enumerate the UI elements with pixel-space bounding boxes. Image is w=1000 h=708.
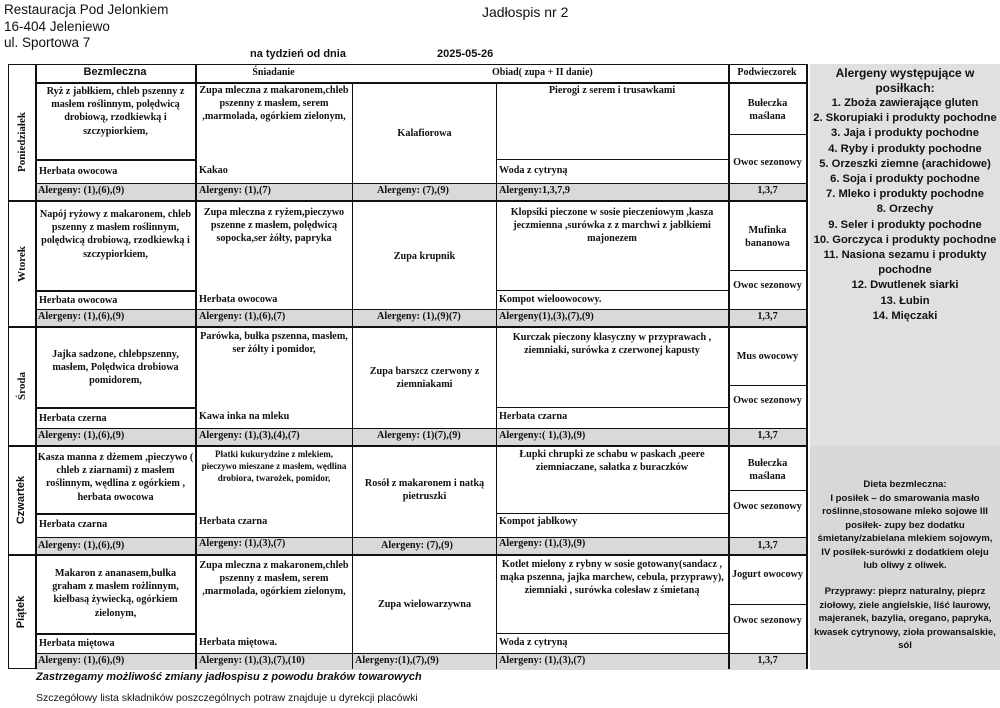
allergens-soup: Alergeny:(1),(7),(9) <box>355 655 439 666</box>
column-header-breakfast: Śniadanie <box>252 67 295 78</box>
allergen-item: 6. Soja i produkty pochodne <box>830 173 980 186</box>
allergens-main: Alergeny: (1),(3),(9) <box>499 538 586 549</box>
allergen-legend-list <box>810 96 1000 324</box>
diet-text: I posiłek – do smarowania masło roślinne,stosowane mleko sojowe III posiłek- zupy bez dodatku śmietany/zabielana mlekiem sojowym, IV posiłek-surówki z dodatkiem oleju lub oliwy z oliwek. <box>817 492 993 571</box>
breakfast-drink: Herbata czerna <box>39 413 107 424</box>
restaurant-name: Restauracja Pod Jelonkiem <box>4 2 169 17</box>
breakfast-dish: Ryż z jabłkiem, chleb pszenny z masłem roślinnym, polędwicą drobiową, rzodkiewką i szczypiorkiem, <box>46 86 185 137</box>
snack: Mus owocowy <box>736 351 799 362</box>
allergens-main: Alergeny:1,3,7,9 <box>499 185 571 196</box>
breakfast-dish: Napój ryżowy z makaronem, chleb pszenny z masłem roślinnym, polędwicą drobiową, rzodkiewką i szczypiorkiem, <box>39 209 192 260</box>
lunch-drink: Herbata czarna <box>499 411 568 422</box>
allergens-breakfast: Alergeny: (1),(6),(9) <box>38 540 125 551</box>
second-breakfast-dish: Zupa mleczna z makaronem,chleb pszenny z masłem, serem ,marmolada, ogórkiem zielonym, <box>199 85 349 123</box>
second-breakfast-drink: Kakao <box>199 165 228 176</box>
allergen-item: 5. Orzeszki ziemne (arachidowe) <box>819 157 991 170</box>
soup: Zupa krupnik <box>393 251 456 262</box>
allergen-item: 10. Gorczyca i produkty pochodne <box>813 233 997 246</box>
week-label: na tydzień od dnia <box>250 48 346 60</box>
footer-info: Szczegółowy lista składników poszczególnych potraw znajduje u dyrekcji placówki <box>36 692 418 704</box>
allergen-item: 13. Łubin <box>880 294 930 307</box>
breakfast-drink: Herbata miętowa <box>39 638 115 649</box>
soup: Rosół z makaronem i natką pietruszki <box>364 478 485 503</box>
allergen-legend-title: Alergeny występujące w posiłkach: <box>835 66 975 95</box>
main-dish: Pierogi z serem i trusawkami <box>548 85 676 96</box>
allergens-second: Alergeny: (1),(7) <box>199 185 271 196</box>
column-header-snack: Podwieczorek <box>737 67 797 78</box>
diet-info <box>810 478 1000 573</box>
day-label: Wtorek <box>15 245 28 282</box>
allergen-item: 11. Nasiona sezamu i produkty pochodne <box>823 249 987 277</box>
snack-fruit: Owoc sezonowy <box>733 615 802 626</box>
allergens-breakfast: Alergeny: (1),(6),(9) <box>38 185 125 196</box>
breakfast-dish: Jajka sadzone, chlebpszenny, masłem, Polędwica drobiowa pomidorem, <box>52 349 179 387</box>
allergens-second: Alergeny: (1),(6),(7) <box>199 311 286 322</box>
breakfast-drink: Herbata czarna <box>39 519 108 530</box>
restaurant-address <box>4 2 168 52</box>
allergens-second: Alergeny: (1),(3),(4),(7) <box>199 430 300 441</box>
main-dish: Łupki chrupki ze schabu w paskach ,peere ziemniaczane, sałatka z buraczków <box>519 449 705 474</box>
soup: Zupa wielowarzywna <box>377 599 472 610</box>
allergens-breakfast: Alergeny: (1),(6),(9) <box>38 430 125 441</box>
snack: Jogurt owocowy <box>731 569 804 580</box>
menu-title: Jadłospis nr 2 <box>482 4 569 20</box>
allergen-item: 3. Jaja i produkty pochodne <box>831 127 979 140</box>
allergens-soup: Alergeny: (7),(9) <box>381 540 453 551</box>
soup: Kalafiorowa <box>397 128 452 139</box>
snack-fruit: Owoc sezonowy <box>733 280 802 291</box>
restaurant-street: ul. Sportowa 7 <box>4 35 91 50</box>
day-label: Czwartek <box>15 475 28 525</box>
diet-title: Dieta bezmleczna: <box>863 479 947 490</box>
snack-fruit: Owoc sezonowy <box>733 157 802 168</box>
breakfast-drink: Herbata owocowa <box>39 166 118 177</box>
allergens-soup: Alergeny: (1)(7),(9) <box>377 430 461 441</box>
main-dish: Klopsiki pieczone w sosie pieczeniowym ,kasza jeczmienna ,surówka z z marchwi z jabłkiemi majonezem <box>510 207 714 245</box>
footer-note: Zastrzegamy możliwość zmiany jadłospisu z powodu braków towarowych <box>36 671 422 683</box>
allergen-item: 8. Orzechy <box>876 203 934 216</box>
second-breakfast-dish: Parówka, bułka pszenna, masłem, ser żółty i pomidor, <box>200 331 348 356</box>
spices-info: Przyprawy: pieprz naturalny, pieprz ziołowy, ziele angielskie, liść laurowy, majeranek, bazylia, oregano, papryka, kwasek cytrynowy, zioła prowansalskie, sól <box>814 586 996 651</box>
allergen-item: 2. Skorupiaki i produkty pochodne <box>813 112 997 125</box>
snack: Bułeczka maślana <box>747 458 788 483</box>
allergens-second: Alergeny: (1),(3),(7),(10) <box>199 655 305 666</box>
allergen-item: 7. Mleko i produkty pochodne <box>826 188 984 201</box>
lunch-drink: Woda z cytryną <box>499 165 568 176</box>
column-header-diet: Bezmleczna <box>83 66 147 78</box>
day-label: Poniedziałek <box>15 111 28 172</box>
snack-fruit: Owoc sezonowy <box>733 395 802 406</box>
day-label: Środa <box>15 372 28 400</box>
main-dish: Kotlet mielony z rybny w sosie gotowany(sandacz , mąka pszenna, jajka marchew, cebula, przyprawy), ziemniaki , surówka colesław z śmietaną <box>500 559 724 597</box>
main-dish: Kurczak pieczony klasyczny w przyprawach , ziemniaki, surówka z czerwonej kapusty <box>512 332 712 357</box>
snack-fruit: Owoc sezonowy <box>733 501 802 512</box>
allergen-item: 9. Seler i produkty pochodne <box>828 218 982 231</box>
allergen-item: 1. Zboża zawierające gluten <box>831 97 979 109</box>
second-breakfast-drink: Herbata czarna <box>199 516 268 527</box>
allergens-breakfast: Alergeny: (1),(6),(9) <box>38 655 125 666</box>
lunch-drink: Kompot jabłkowy <box>499 516 578 527</box>
week-date: 2025-05-26 <box>437 48 494 60</box>
allergens-main: Alergeny:( 1),(3),(9) <box>499 430 586 441</box>
soup: Zupa barszcz czerwony z ziemniakami <box>369 366 480 391</box>
allergen-item: 4. Ryby i produkty pochodne <box>828 142 982 155</box>
allergens-soup: Alergeny: (1),(9)(7) <box>377 311 461 322</box>
day-label: Piątek <box>15 595 28 629</box>
snack: Mufinka bananowa <box>745 225 790 250</box>
allergens-snack: 1,3,7 <box>757 430 778 441</box>
column-header-lunch: Obiad( zupa + II danie) <box>492 67 593 78</box>
allergens-main: Alergeny(1),(3),(7),(9) <box>499 311 594 322</box>
lunch-drink: Kompot wieloowocowy. <box>499 294 602 305</box>
allergens-breakfast: Alergeny: (1),(6),(9) <box>38 311 125 322</box>
breakfast-dish: Kasza manna z dżemem ,pieczywo ( chleb z ziarnami) z masłem roślinnym, wędlina z ogórkiem , herbata owocowa <box>37 452 194 503</box>
allergens-snack: 1,3,7 <box>757 311 778 322</box>
allergen-item: 14. Mięczaki <box>872 309 938 322</box>
second-breakfast-dish: Zupa mleczna z makaronem,chleb pszenny z masłem, serem ,marmolada, ogórkiem zielonym, <box>199 560 349 598</box>
second-breakfast-dish: Płatki kukurydzine z mlekiem, pieczywo mieszane z masłem, wędlina drobiora, twarożek, pomidor, <box>201 449 347 483</box>
lunch-drink: Woda z cytryną <box>499 637 568 648</box>
allergen-item: 12. Dwutlenek siarki <box>851 279 959 292</box>
allergens-snack: 1,3,7 <box>757 540 778 551</box>
restaurant-postal: 16-404 Jeleniewo <box>4 18 110 34</box>
second-breakfast-drink: Herbata owocowa <box>199 294 278 305</box>
allergens-soup: Alergeny: (7),(9) <box>377 185 449 196</box>
snack: Bułeczka maślana <box>747 98 788 123</box>
allergens-main: Alergeny: (1),(3),(7) <box>499 655 586 666</box>
allergens-second: Alergeny: (1),(3),(7) <box>199 538 286 549</box>
allergens-snack: 1,3,7 <box>757 185 778 196</box>
breakfast-drink: Herbata owocowa <box>39 295 118 306</box>
second-breakfast-dish: Zupa mleczna z ryżem,pieczywo pszenne z masłem, polędwicą sopocka,ser żółty, papryka <box>203 207 345 245</box>
second-breakfast-drink: Kawa inka na mleku <box>199 411 290 422</box>
breakfast-dish: Makaron z ananasem,bułka graham z masłem rożlinnym, kiełbasą żywiecką, ogórkiem zielonym, <box>52 568 179 619</box>
allergens-snack: 1,3,7 <box>757 655 778 666</box>
second-breakfast-drink: Herbata miętowa. <box>199 637 278 648</box>
